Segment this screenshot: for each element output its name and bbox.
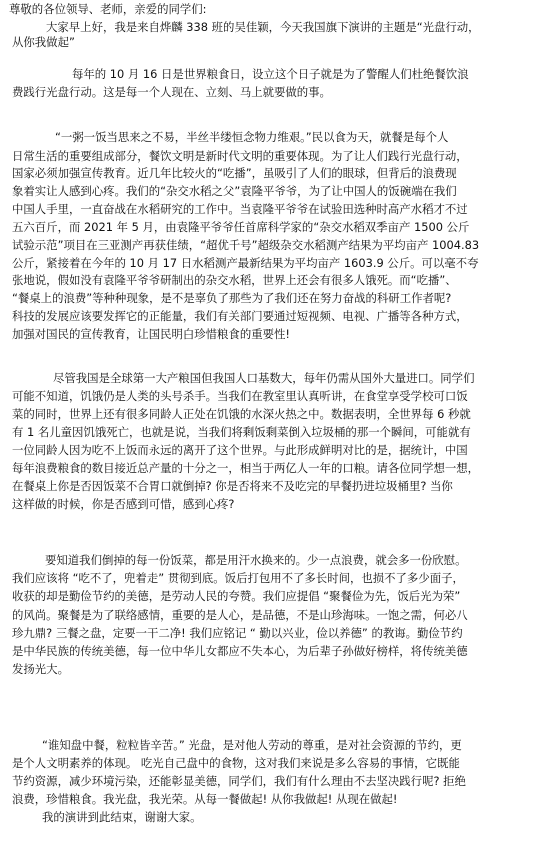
paragraph-line: “一粥一饭当思来之不易，半丝半缕恒念物力维艰。”民以食为天，就餐是每个人	[55, 130, 449, 144]
paragraph-line: “餐桌上的浪费”等种种现象，是不是辜负了那些为了我们还在努力奋战的科研工作者呢?	[12, 291, 452, 305]
paragraph-line: 从你我做起”	[12, 35, 75, 49]
paragraph-line: 每年浪费粮食的数目接近总产量的十分之一，相当于两亿人一年的口粮。请各位同学想一想，	[12, 461, 480, 475]
paragraph-line: 浪费，珍惜粮食。我光盘，我光荣。从每一餐做起! 从你我做起! 从现在做起!	[12, 792, 398, 806]
paragraph-line: 我们应该将 “吃不了，兜着走” 贯彻到底。饭后打包用不了多长时间，也损不了多少面子，	[12, 571, 464, 585]
paragraph-line: 国家必须加强宣传教育。近几年比较火的“吃播”，虽吸引了人们的眼球，但背后的浪费现	[12, 166, 457, 180]
paragraph-line: 尽管我国是全球第一大产粮国但我国人口基数大，每年仍需从国外大量进口。同学们	[53, 371, 475, 385]
paragraph-line: 可能不知道，饥饿仍是人类的头号杀手。当我们在教室里认真听讲，在食堂享受学校可口饭	[12, 389, 468, 403]
paragraph-line: 五六百斤，而 2021 年 5 月，由袁隆平爷爷任首席科学家的“杂交水稻双季亩产 1500 公斤	[12, 220, 470, 234]
paragraph-line: 节约资源，减少环境污染，还能彰显美德，同学们，我们有什么理由不去坚决践行呢? 拒绝	[12, 774, 466, 788]
paragraph-line: 费践行光盘行动。这是每一个人现在、立刻、马上就要做的事。	[12, 85, 331, 99]
paragraph-line: “谁知盘中餐，粒粒皆辛苦。” 光盘，是对他人劳动的尊重，是对社会资源的节约，更	[42, 738, 462, 752]
paragraph-line: 日常生活的重要组成部分，餐饮文明是新时代文明的重要体现。为了让人们践行光盘行动，	[12, 149, 468, 163]
paragraph-line: 的风尚。聚餐是为了联络感情，重要的是人心，是品德，不是山珍海味。一饱之需，何必八	[12, 608, 468, 622]
paragraph-line: 这样做的时候，你是否感到可惜，感到心疼?	[12, 497, 235, 511]
paragraph-line: 菜的同时，世界上还有很多同龄人正处在饥饿的水深火热之中。数据表明，全世界每 6 秒就	[12, 407, 471, 421]
paragraph-line: 每年的 10 月 16 日是世界粮食日，设立这个日子就是为了警醒人们杜绝餐饮浪	[72, 67, 469, 81]
paragraph-line: 发扬光大。	[12, 662, 69, 676]
paragraph-line: 一位同龄人因为吃不上饭而永远的离开了这个世界。与此形成鲜明对比的是，据统计，中国	[12, 443, 468, 457]
paragraph-line: 加强对国民的宣传教育，让国民明白珍惜粮食的重要性!	[12, 327, 290, 341]
paragraph-line: 大家早上好，我是来自烨麟 338 班的吴佳颖，今天我国旗下演讲的主题是“光盘行动，	[46, 20, 480, 34]
paragraph-line: 要知道我们倒掉的每一份饭菜，都是用汗水换来的。少一点浪费，就会多一份欣慰。	[45, 553, 467, 567]
paragraph-line: 珍九鼎? 三餐之盘，定要一干二净! 我们应铭记 “ 勤以兴业，俭以养德” 的教诲。勤俭节约	[12, 626, 463, 640]
paragraph-line: 试验示范”项目在三亚测产再获佳绩，“超优千号”超级杂交水稻测产结果为平均亩产 1004.83	[12, 238, 480, 252]
paragraph-line: 收获的却是勤俭节约的美德，是劳动人民的夸赞。我们应提倡 “聚餐俭为先，饭后光为荣”	[12, 589, 461, 603]
paragraph-line: 是个人文明素养的体现。 吃光自己盘中的食物，这对我们来说是多么容易的事情，它既能	[12, 756, 460, 770]
paragraph-line: 中国人手里，一直奋战在水稻研究的工作中。当袁隆平爷爷在试验田选种时高产水稻才不过	[12, 202, 468, 216]
greeting-line: 尊敬的各位领导、老师，亲爱的同学们:	[9, 2, 207, 16]
paragraph-line: 是中华民族的传统美德，每一位中华儿女都应不失本心，为后辈子孙做好榜样，将传统美德	[12, 644, 468, 658]
paragraph-line: 科技的发展应该要发挥它的正能量，我们有关部门要通过短视频、电视、广播等各种方式，	[12, 309, 468, 323]
paragraph-line: 在餐桌上你是否因饭菜不合胃口就倒掉? 你是否将来不及吃完的早餐扔进垃圾桶里? 当你	[12, 479, 453, 493]
paragraph-line: 象着实让人感到心疼。我们的“杂交水稻之父”袁隆平爷爷，为了让中国人的饭碗端在我们	[12, 184, 457, 198]
closing-line: 我的演讲到此结束，谢谢大家。	[42, 810, 202, 824]
paragraph-line: 张地说，假如没有袁隆平爷爷研制出的杂交水稻，世界上还会有很多人饿死。而“吃播”、	[12, 273, 457, 287]
paragraph-line: 公斤，紧接着在今年的 10 月 17 日水稻测产最新结果为平均亩产 1603.9 公斤。可以毫不夸	[12, 256, 479, 270]
paragraph-line: 有 1 名儿童因饥饿死亡，也就是说，当我们将剩饭剩菜倒入垃圾桶的那一个瞬间，可能就有	[12, 425, 471, 439]
